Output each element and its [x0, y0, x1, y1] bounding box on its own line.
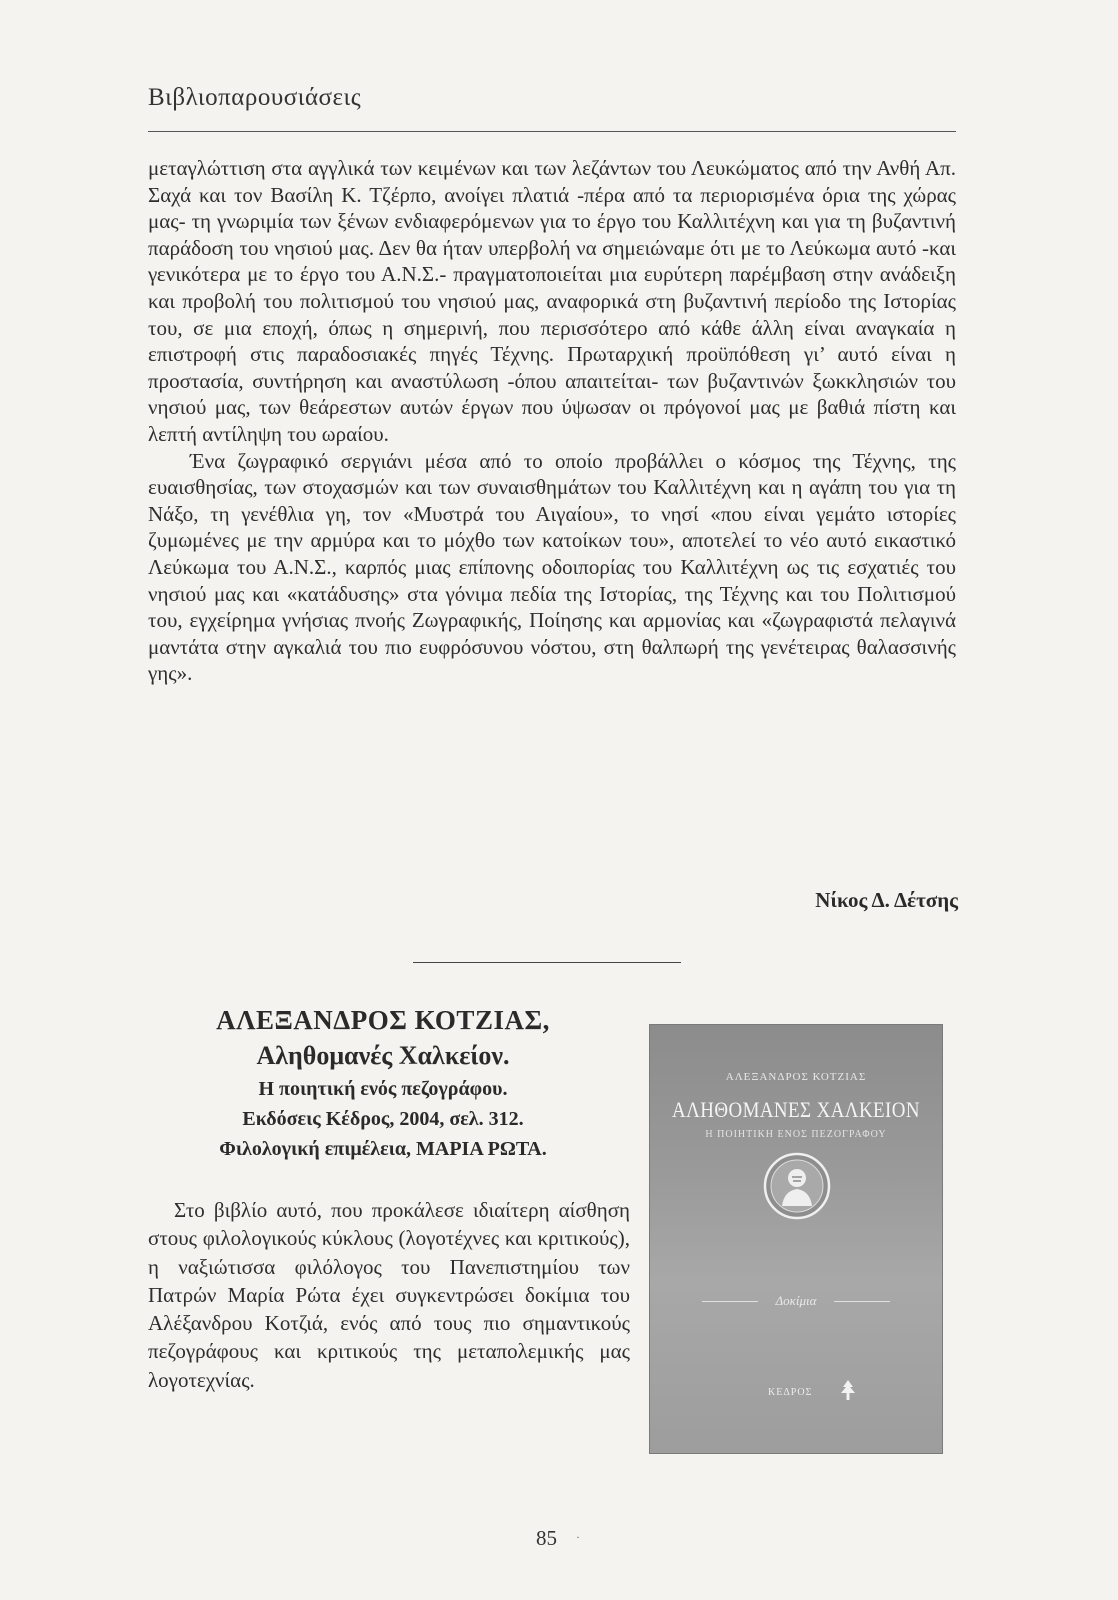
- article-paragraph-1: μεταγλώττιση στα αγγλικά των κειμένων και των λεζάντων του Λευκώματος από την Ανθή Απ. Σαχά και τον Βασίλη Κ. Τζέρπο, ανοίγει πλατιά -πέρα από τα περιορισμένα όρια της χώρας μας- τη γνωριμία των ξένων ενδιαφερόμενων για το έργο του Καλλιτέχνη και για τη βυζαντινή παράδοση του νησιού μας. Δεν θα ήταν υπερβολή να σημειώναμε ότι με το Λεύκωμα αυτό -και γενικότερα με το έργο του Α.Ν.Σ.- πραγματοποιείται μια ευρύτερη παρέμβαση στην ανάδειξη και προβολή του πολιτισμού του νησιού μας, αναφορικά στη βυζαντινή περίοδο της Ιστορίας του, σε μια εποχή, όπως η σημερινή, που περισσότερο από κάθε άλλη είναι αναγκαία η επιστροφή στις παραδοσιακές πηγές Τέχνης. Πρωταρχική προϋπόθεση γι’ αυτό είναι η προστασία, συντήρηση και αναστύλωση -όπου απαιτείται- των βυζαντινών ξωκκλησιών του νησιού μας, των θεάρεστων αυτών έργων που ύψωσαν οι πρόγονοί μας με βαθιά πίστη και λεπτή αντίληψη του ωραίου.: [148, 156, 956, 446]
- running-header: Βιβλιοπαρουσιάσεις: [148, 84, 362, 111]
- article-body: [148, 155, 956, 687]
- cover-genre-rule-right: [834, 1301, 890, 1302]
- book-editor: Φιλολογική επιμέλεια, ΜΑΡΙΑ ΡΩΤΑ.: [219, 1138, 547, 1160]
- page-number: 85: [536, 1526, 557, 1550]
- book-author: ΑΛΕΞΑΝΔΡΟΣ ΚΟΤΖΙΑΣ,: [216, 1005, 550, 1035]
- book-subtitle: Η ποιητική ενός πεζογράφου.: [258, 1078, 508, 1100]
- portrait-medallion-icon: [762, 1151, 832, 1221]
- book-review-text: Στο βιβλίο αυτό, που προκάλεσε ιδιαίτερη αίσθηση στους φιλολογικούς κύκλους (λογοτέχνες και κριτικούς), η ναξιώτισσα φιλόλογος του Πανεπιστημίου των Πατρών Μαρία Ρώτα έχει συγκεντρώσει δοκίμια του Αλέξανδρου Κοτζιά, ενός από τους πιο σημαντικούς πεζογράφους και κριτικούς της μεταπολεμικής μας λογοτεχνίας.: [148, 1198, 630, 1392]
- section-divider: [413, 962, 681, 963]
- book-review-heading: [148, 1002, 618, 1164]
- page-mark: ·: [576, 1530, 580, 1544]
- cover-publisher: ΚΕΔΡΟΣ: [768, 1387, 813, 1398]
- book-publication: Εκδόσεις Κέδρος, 2004, σελ. 312.: [242, 1108, 524, 1130]
- cover-subtitle: Η ΠΟΙΗΤΙΚΗ ΕΝΟΣ ΠΕΖΟΓΡΑΦΟΥ: [705, 1129, 887, 1140]
- cover-title: ΑΛΗΘΟΜΑΝΕΣ ΧΑΛΚΕΙΟΝ: [672, 1097, 920, 1122]
- book-title: Αληθομανές Χαλκείον.: [256, 1041, 510, 1070]
- cedar-tree-icon: [840, 1379, 856, 1401]
- article-signature: Νίκος Δ. Δέτσης: [815, 888, 958, 912]
- book-cover-image: [650, 1025, 942, 1453]
- cover-author: ΑΛΕΞΑΝΔΡΟΣ ΚΟΤΖΙΑΣ: [725, 1071, 867, 1083]
- cover-genre: Δοκίμια: [775, 1293, 817, 1308]
- article-paragraph-2: Ένα ζωγραφικό σεργιάνι μέσα από το οποίο προβάλλει ο κόσμος της Τέχνης, της ευαισθησίας, των στοχασμών και των συναισθημάτων του Καλλιτέχνη και η αγάπη του για τη Νάξο, τη γενέθλια γη, τον «Μυστρά του Αιγαίου», το νησί «που είναι γεμάτο ιστορίες ζυμωμένες με την αρμύρα και το μόχθο των κατοίκων του», αποτελεί το νέο αυτό εικαστικό Λεύκωμα του Α.Ν.Σ., καρπός μιας επίπονης οδοιπορίας του Καλλιτέχνη ως τις εσχατιές του νησιού μας και «κατάδυσης» στα γόνιμα πεδία της Ιστορίας, της Τέχνης και του Πολιτισμού του, εγχείρημα γνήσιας πνοής Ζωγραφικής, Ποίησης και αρμονίας και «ζωγραφιστά πελαγινά μαντάτα στην αγκαλιά του πιο ευφρόσυνου νόστου, στη θαλπωρή της γενέτειρας θαλασσινής γης».: [148, 448, 956, 686]
- header-rule: [148, 131, 956, 132]
